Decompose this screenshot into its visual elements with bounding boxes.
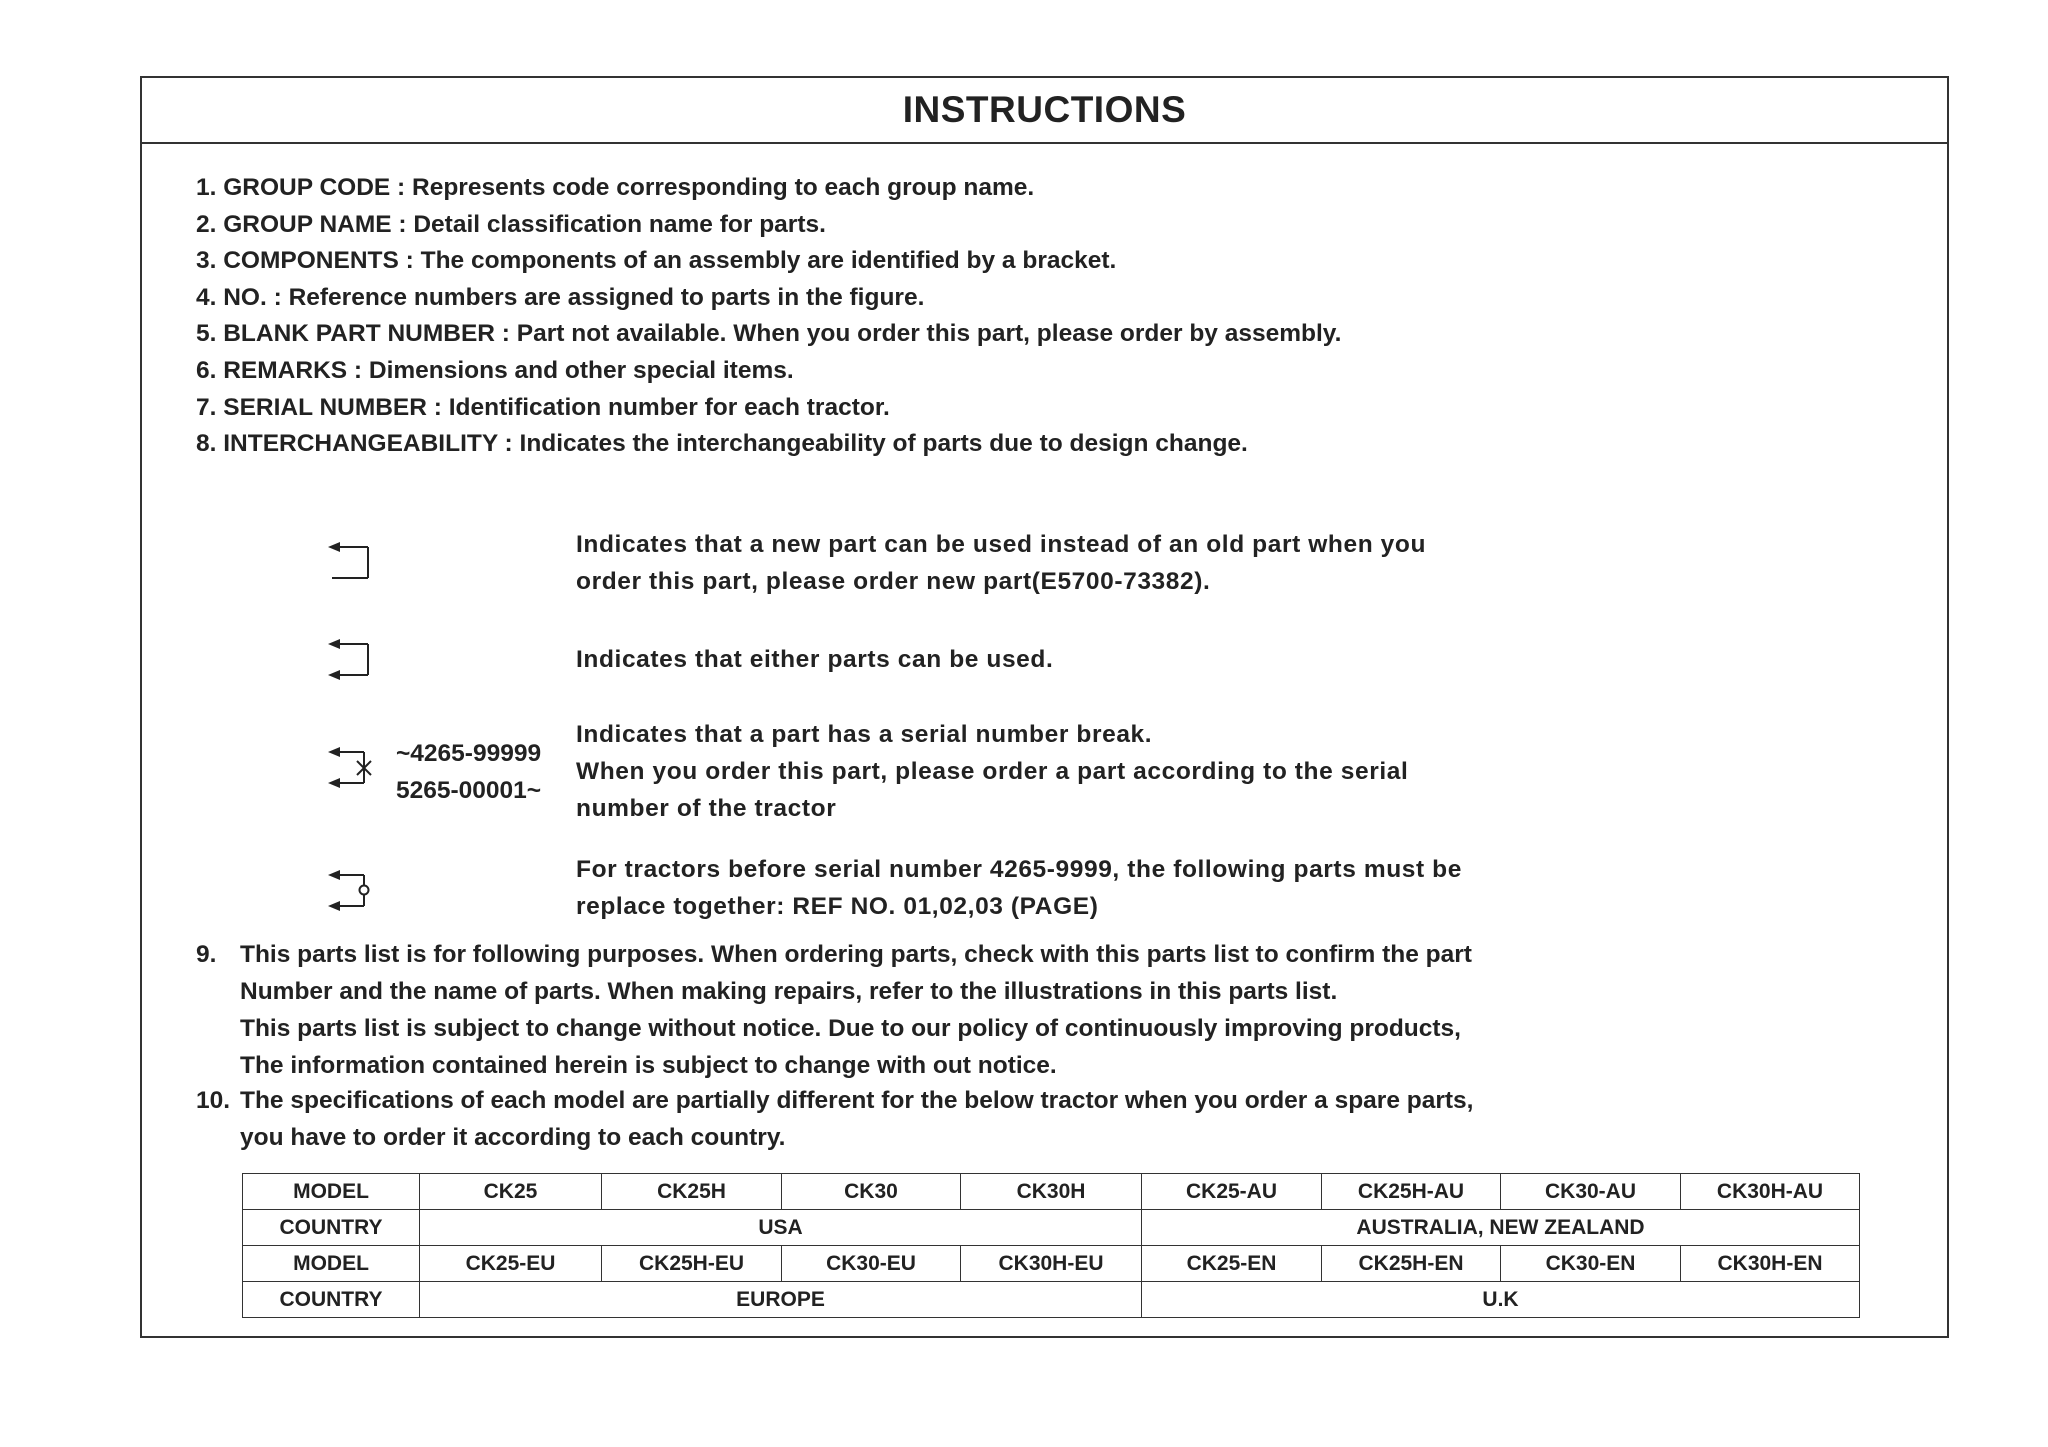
definition-components: 3. COMPONENTS : The components of an assembly are identified by a bracket. <box>196 247 1117 275</box>
definition-blank-part-number: 5. BLANK PART NUMBER : Part not available. When you order this part, please order by assembly. <box>196 320 1342 348</box>
table-cell: USA <box>420 1210 1142 1246</box>
table-row <box>243 1174 1860 1210</box>
new-part-replaces-old-icon <box>328 540 378 590</box>
symbol-desc-replace-together: For tractors before serial number 4265-9999, the following parts must be replace together: REF NO. 01,02,03 (PAGE) <box>576 856 1462 920</box>
model-country-table <box>242 1173 1860 1318</box>
table-cell: CK30-EN <box>1501 1246 1681 1282</box>
table-cell: U.K <box>1142 1282 1860 1318</box>
serial-before: ~4265-99999 <box>396 740 542 767</box>
symbol-desc-either-part: Indicates that either parts can be used. <box>576 646 1054 673</box>
item-9-number: 9. <box>196 941 217 968</box>
serial-after: 5265-00001~ <box>396 777 542 804</box>
table-row <box>243 1246 1860 1282</box>
table-cell: CK25H-EN <box>1322 1246 1501 1282</box>
instructions-frame <box>140 76 1949 1338</box>
table-cell: EUROPE <box>420 1282 1142 1318</box>
definition-serial-number: 7. SERIAL NUMBER : Identification number for each tractor. <box>196 393 890 421</box>
table-cell: CK30H-AU <box>1681 1174 1860 1210</box>
item-10-text: The specifications of each model are partially different for the below tractor when you order a spare parts, you have to order it according to each country. <box>240 1087 1474 1151</box>
table-row <box>243 1282 1860 1318</box>
definitions-list <box>196 170 1341 463</box>
table-cell: CK25-EU <box>420 1246 602 1282</box>
definition-group-code: 1. GROUP CODE : Represents code corresponding to each group name. <box>196 174 1035 201</box>
table-cell: CK30 <box>782 1174 961 1210</box>
table-cell: CK25-EN <box>1142 1246 1322 1282</box>
definition-interchangeability: 8. INTERCHANGEABILITY : Indicates the interchangeability of parts due to design change. <box>196 430 1248 458</box>
either-part-usable-icon <box>328 637 378 687</box>
item-10-number: 10. <box>196 1087 231 1114</box>
table-cell: CK30H <box>961 1174 1142 1210</box>
model-header: MODEL <box>243 1174 420 1210</box>
serial-number-break-icon <box>328 745 384 795</box>
page-title: INSTRUCTIONS <box>902 89 1187 130</box>
table-cell: CK25-AU <box>1142 1174 1322 1210</box>
table-cell: CK25H <box>602 1174 782 1210</box>
table-cell: CK30H-EN <box>1681 1246 1860 1282</box>
country-header: COUNTRY <box>243 1282 420 1318</box>
definition-remarks: 6. REMARKS : Dimensions and other special items. <box>196 356 794 384</box>
definition-group-name: 2. GROUP NAME : Detail classification name for parts. <box>196 210 826 238</box>
table-cell: CK30-EU <box>782 1246 961 1282</box>
item-9-text: This parts list is for following purposes. When ordering parts, check with this parts list to confirm the part Number and the name of parts. When making repairs, refer to the illustrations in this parts list. This parts list is subject to change without notice. Due to our policy of continuously improving products, The information contained herein is subject to change with out notice. <box>240 941 1472 1079</box>
symbol-desc-serial-break: Indicates that a part has a serial number break. When you order this part, please order a part according to the serial number of the tractor <box>576 721 1409 822</box>
definition-no: 4. NO. : Reference numbers are assigned to parts in the figure. <box>196 283 925 311</box>
table-cell: AUSTRALIA, NEW ZEALAND <box>1142 1210 1860 1246</box>
table-cell: CK30H-EU <box>961 1246 1142 1282</box>
replace-together-icon <box>328 868 378 918</box>
serial-break-range <box>396 735 541 809</box>
table-cell: CK30-AU <box>1501 1174 1681 1210</box>
model-header: MODEL <box>243 1246 420 1282</box>
title-bar <box>142 78 1947 144</box>
symbol-desc-new-part: Indicates that a new part can be used instead of an old part when you order this part, please order new part(E5700-73382). <box>576 531 1427 595</box>
table-cell: CK25 <box>420 1174 602 1210</box>
table-cell: CK25H-AU <box>1322 1174 1501 1210</box>
table-row <box>243 1210 1860 1246</box>
country-header: COUNTRY <box>243 1210 420 1246</box>
table-cell: CK25H-EU <box>602 1246 782 1282</box>
